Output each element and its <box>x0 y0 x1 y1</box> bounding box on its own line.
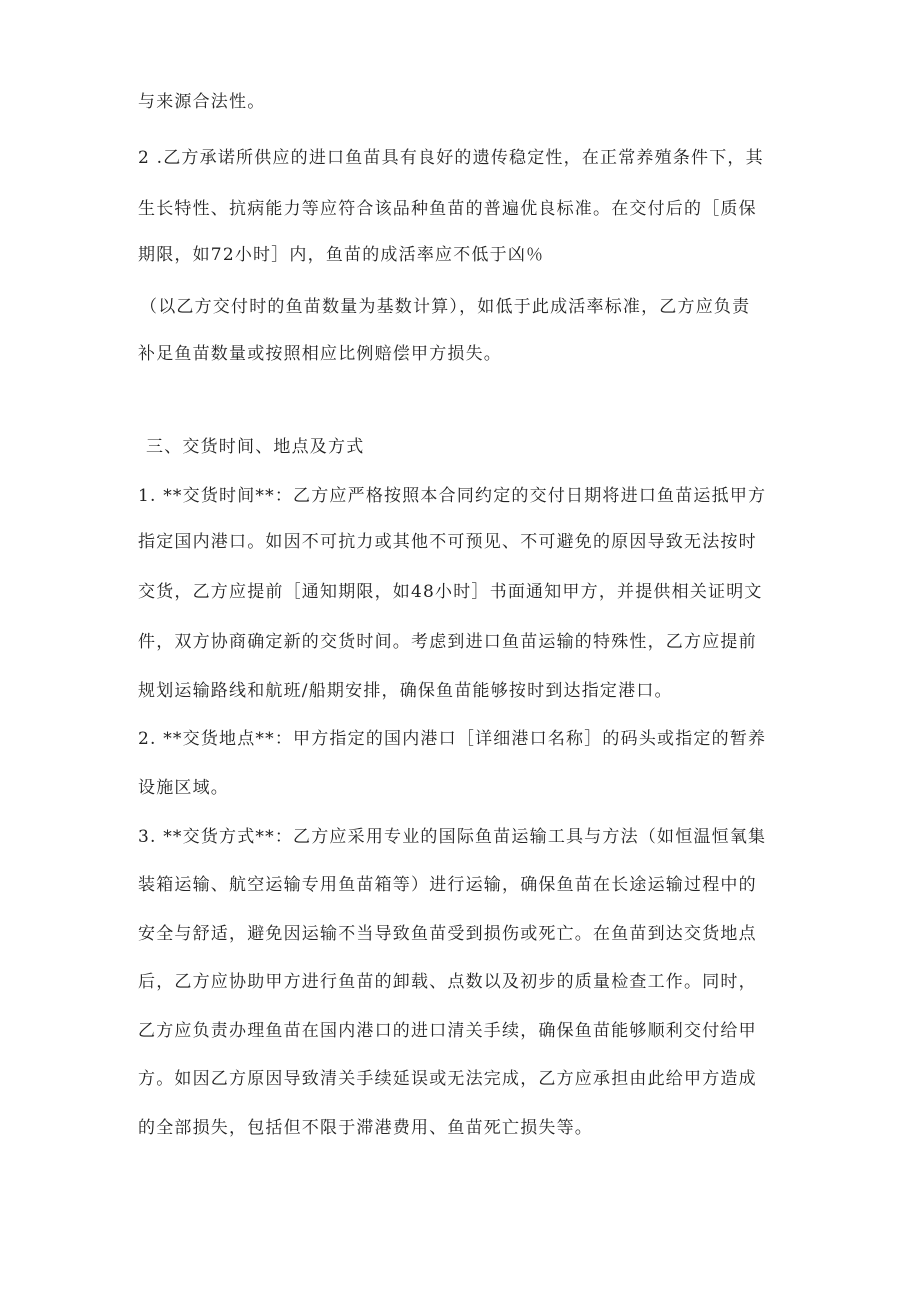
clause-2-delivery-line-2: 设施区域。 <box>138 778 229 798</box>
clause-3-line-2: 装箱运输、航空运输专用鱼苗箱等）进行运输，确保鱼苗在长途运输过程中的 <box>138 875 757 895</box>
clause-3-line-1: 3. **交货方式**：乙方应采用专业的国际鱼苗运输工具与方法（如恒温恒氧集 <box>138 827 767 847</box>
text-line: 与来源合法性。 <box>138 92 266 112</box>
clause-1-line-4: 件，双方协商确定新的交货时间。考虑到进口鱼苗运输的特殊性，乙方应提前 <box>138 632 757 652</box>
clause-2-line-5: 补足鱼苗数量或按照相应比例赔偿甲方损失。 <box>138 344 502 364</box>
section-heading: 三、交货时间、地点及方式 <box>146 437 365 457</box>
clause-3-line-7: 的全部损失，包括但不限于滞港费用、鱼苗死亡损失等。 <box>138 1118 593 1138</box>
clause-2-line-1: 2 .乙方承诺所供应的进口鱼苗具有良好的遗传稳定性，在正常养殖条件下，其 <box>138 148 764 168</box>
clause-2-line-2: 生长特性、抗病能力等应符合该品种鱼苗的普遍优良标准。在交付后的［质保 <box>138 199 757 219</box>
clause-3-line-3: 安全与舒适，避免因运输不当导致鱼苗受到损伤或死亡。在鱼苗到达交货地点 <box>138 924 757 944</box>
clause-2-line-3: 期限，如72小时］内，鱼苗的成活率应不低于凶％ <box>138 245 545 265</box>
clause-2-delivery-line-1: 2. **交货地点**：甲方指定的国内港口［详细港口名称］的码头或指定的暂养 <box>138 729 767 749</box>
clause-3-line-5: 乙方应负责办理鱼苗在国内港口的进口清关手续，确保鱼苗能够顺利交付给甲 <box>138 1021 757 1041</box>
clause-3-line-4: 后，乙方应协助甲方进行鱼苗的卸载、点数以及初步的质量检查工作。同时， <box>138 972 757 992</box>
clause-1-line-2: 指定国内港口。如因不可抗力或其他不可预见、不可避免的原因导致无法按时 <box>138 532 757 552</box>
clause-3-line-6: 方。如因乙方原因导致清关手续延误或无法完成，乙方应承担由此给甲方造成 <box>138 1069 757 1089</box>
clause-1-line-3: 交货，乙方应提前［通知期限，如48小时］书面通知甲方，并提供相关证明文 <box>138 582 763 602</box>
clause-1-line-1: 1. **交货时间**：乙方应严格按照本合同约定的交付日期将进口鱼苗运抵甲方 <box>138 486 767 506</box>
clause-1-line-5: 规划运输路线和航班/船期安排，确保鱼苗能够按时到达指定港口。 <box>138 681 673 701</box>
clause-2-line-4: （以乙方交付时的鱼苗数量为基数计算），如低于此成活率标准，乙方应负责 <box>140 297 751 317</box>
